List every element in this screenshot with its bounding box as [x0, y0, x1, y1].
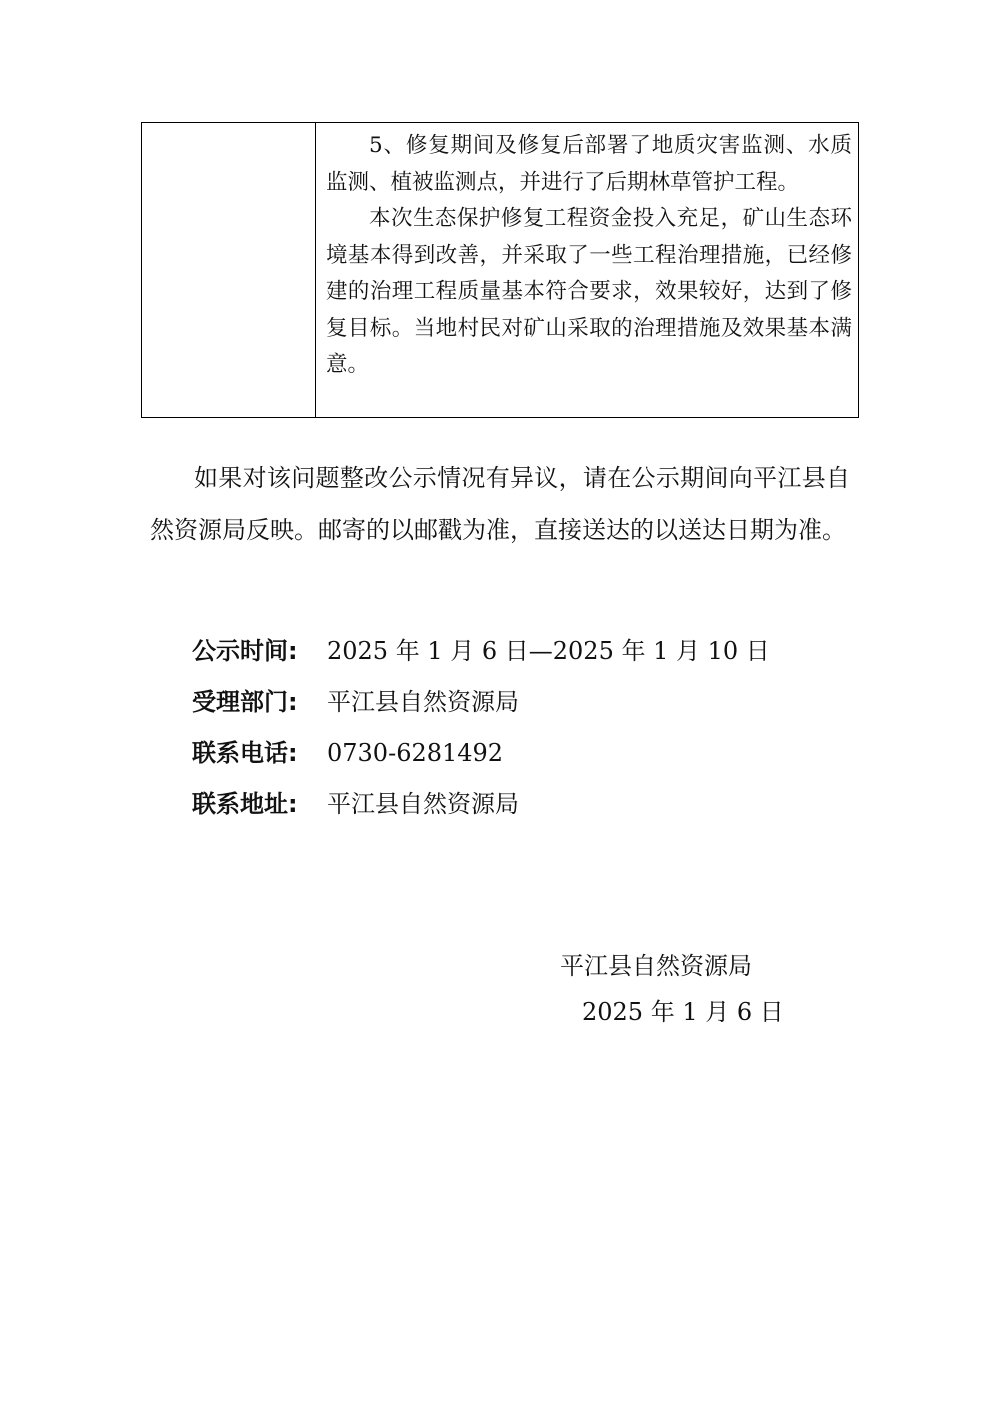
contact-info-list: [192, 628, 832, 832]
table-left-cell: [142, 123, 316, 417]
info-row-department: [192, 679, 832, 730]
info-label-address: 联系地址:: [192, 790, 298, 818]
info-value-address: 平江县自然资源局: [327, 790, 519, 818]
table-paragraph-summary: 本次生态保护修复工程资金投入充足，矿山生态环境基本得到改善，并采取了一些工程治理措施，已经修建的治理工程质量基本符合要求，效果较好，达到了修复目标。当地村民对矿山采取的治理措施及效果基本满意。: [326, 206, 852, 377]
info-label-period: 公示时间:: [192, 637, 298, 665]
signature-organization: 平江县自然资源局: [560, 952, 752, 980]
info-row-period: [192, 628, 832, 679]
rectification-table: [141, 122, 859, 418]
info-label-phone: 联系电话:: [192, 739, 298, 767]
info-label-department: 受理部门:: [192, 688, 298, 716]
info-row-address: [192, 781, 832, 832]
signature-block: [560, 943, 820, 1035]
info-row-phone: [192, 730, 832, 781]
signature-date: 2025 年 1 月 6 日: [582, 998, 784, 1026]
objection-notice-paragraph: 如果对该问题整改公示情况有异议，请在公示期间向平江县自然资源局反映。邮寄的以邮戳为准，直接送达的以送达日期为准。: [150, 464, 850, 544]
info-value-phone: 0730-6281492: [327, 739, 504, 767]
info-value-period: 2025 年 1 月 6 日—2025 年 1 月 10 日: [327, 637, 770, 665]
table-paragraph-monitoring: 5、修复期间及修复后部署了地质灾害监测、水质监测、植被监测点，并进行了后期林草管护工程。: [326, 133, 852, 195]
info-value-department: 平江县自然资源局: [327, 688, 519, 716]
table-content-cell: [316, 123, 858, 417]
